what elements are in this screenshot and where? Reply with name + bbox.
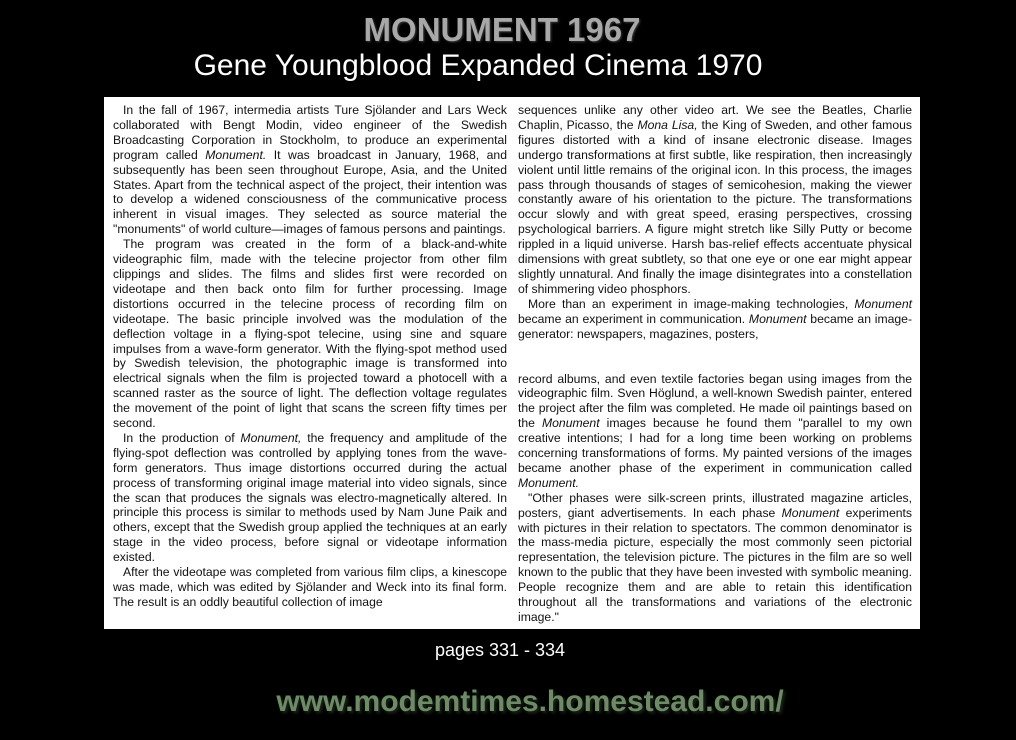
- column-gap: [518, 342, 912, 372]
- paragraph: In the fall of 1967, intermedia artists Ture Sjölander and Lars Weck collaborated with Bengt Modin, video engineer of the Swedish Broadcasting Corporation in Stockholm, to produce an experimental program called Monument. It was broadcast in January, 1968, and subsequently has been seen throughout Europe, Asia, and the United States. Apart from the technical aspect of the project, their intention was to develop a widened consciousness of the communicative process inherent in visual images. They selected as source material the "monuments" of world culture—images of famous persons and paintings.: [113, 103, 507, 237]
- paragraph: After the videotape was completed from various film clips, a kinescope was made, which was edited by Sjölander and Weck into its final form. The result is an oddly beautiful collection of image: [113, 565, 507, 609]
- right-column: [518, 103, 912, 625]
- website-url: www.modemtimes.homestead.com/: [276, 685, 784, 718]
- paragraph: The program was created in the form of a black-and-white videographic film, made with the telecine projector from other film clippings and slides. The films and slides first were recorded on videotape and then back onto film for further processing. Image distortions occurred in the telecine process of recording film on videotape. The basic principle involved was the modulation of the deflection voltage in a flying-spot telecine, using sine and square impulses from a wave-form generator. With the flying-spot method used by Swedish television, the photographic image is transformed into electrical signals when the film is projected toward a photocell with a scanned raster as the source of light. The deflection voltage regulates the movement of the point of light that scans the screen fifty times per second.: [113, 237, 507, 431]
- paragraph: record albums, and even textile factories began using images from the videographic film. Sven Höglund, a well-known Swedish painter, entered the project after the film was completed. He made oil paintings based on the Monument images because he found them "parallel to my own creative intentions; I had for a long time been working on problems concerning transformations of forms. My painted versions of the images became another phase of the experiment in communication called Monument.: [518, 371, 912, 490]
- page-title: MONUMENT 1967: [363, 11, 641, 48]
- paragraph: More than an experiment in image-making technologies, Monument became an experiment in communication. Monument became an image-generator: newspapers, magazines, posters,: [518, 296, 913, 341]
- paragraph: In the production of Monument, the frequency and amplitude of the flying-spot deflection was controlled by applying tones from the wave-form generators. Thus image distortions occurred during the actual process of transforming original image material into video signals, since the scan that produces the signals was electro-magnetically altered. In principle this process is similar to methods used by Nam June Paik and others, except that the Swedish group applied the techniques at an early stage in the video process, before signal or videotape information existed.: [113, 430, 507, 565]
- paragraph: "Other phases were silk-screen prints, illustrated magazine articles, posters, giant advertisements. In each phase Monument experiments with pictures in their relation to spectators. The common denominator is the mass-media picture, especially the most commonly seen pictorial representation, the television picture. The pictures in the film are so well known to the public that they have been invested with symbolic meaning. People recognize them and are able to retain this identification throughout all the transformations and variations of the electronic image.": [518, 490, 912, 624]
- page-range: pages 331 - 334: [434, 640, 566, 660]
- page-subtitle: Gene Youngblood Expanded Cinema 1970: [193, 49, 763, 82]
- paragraph: sequences unlike any other video art. We see the Beatles, Charlie Chaplin, Picasso, the Mona Lisa, the King of Sweden, and other famous figures distorted with a kind of insane electronic disease. Images undergo transformations at first subtle, like respiration, then increasingly violent until little remains of the original icon. In this process, the images pass through thousands of stages of semicohesion, making the viewer constantly aware of his orientation to the picture. The transformations occur slowly and with great speed, erasing perspectives, crossing psychological barriers. A figure might stretch like Silly Putty or become rippled in a liquid universe. Harsh bas-relief effects accentuate physical dimensions with great subtlety, so that one eye or one ear might appear slightly unnatural. And finally the image disintegrates into a constellation of shimmering video phosphors.: [518, 103, 912, 296]
- document-page: [104, 97, 920, 629]
- left-column: [113, 103, 507, 610]
